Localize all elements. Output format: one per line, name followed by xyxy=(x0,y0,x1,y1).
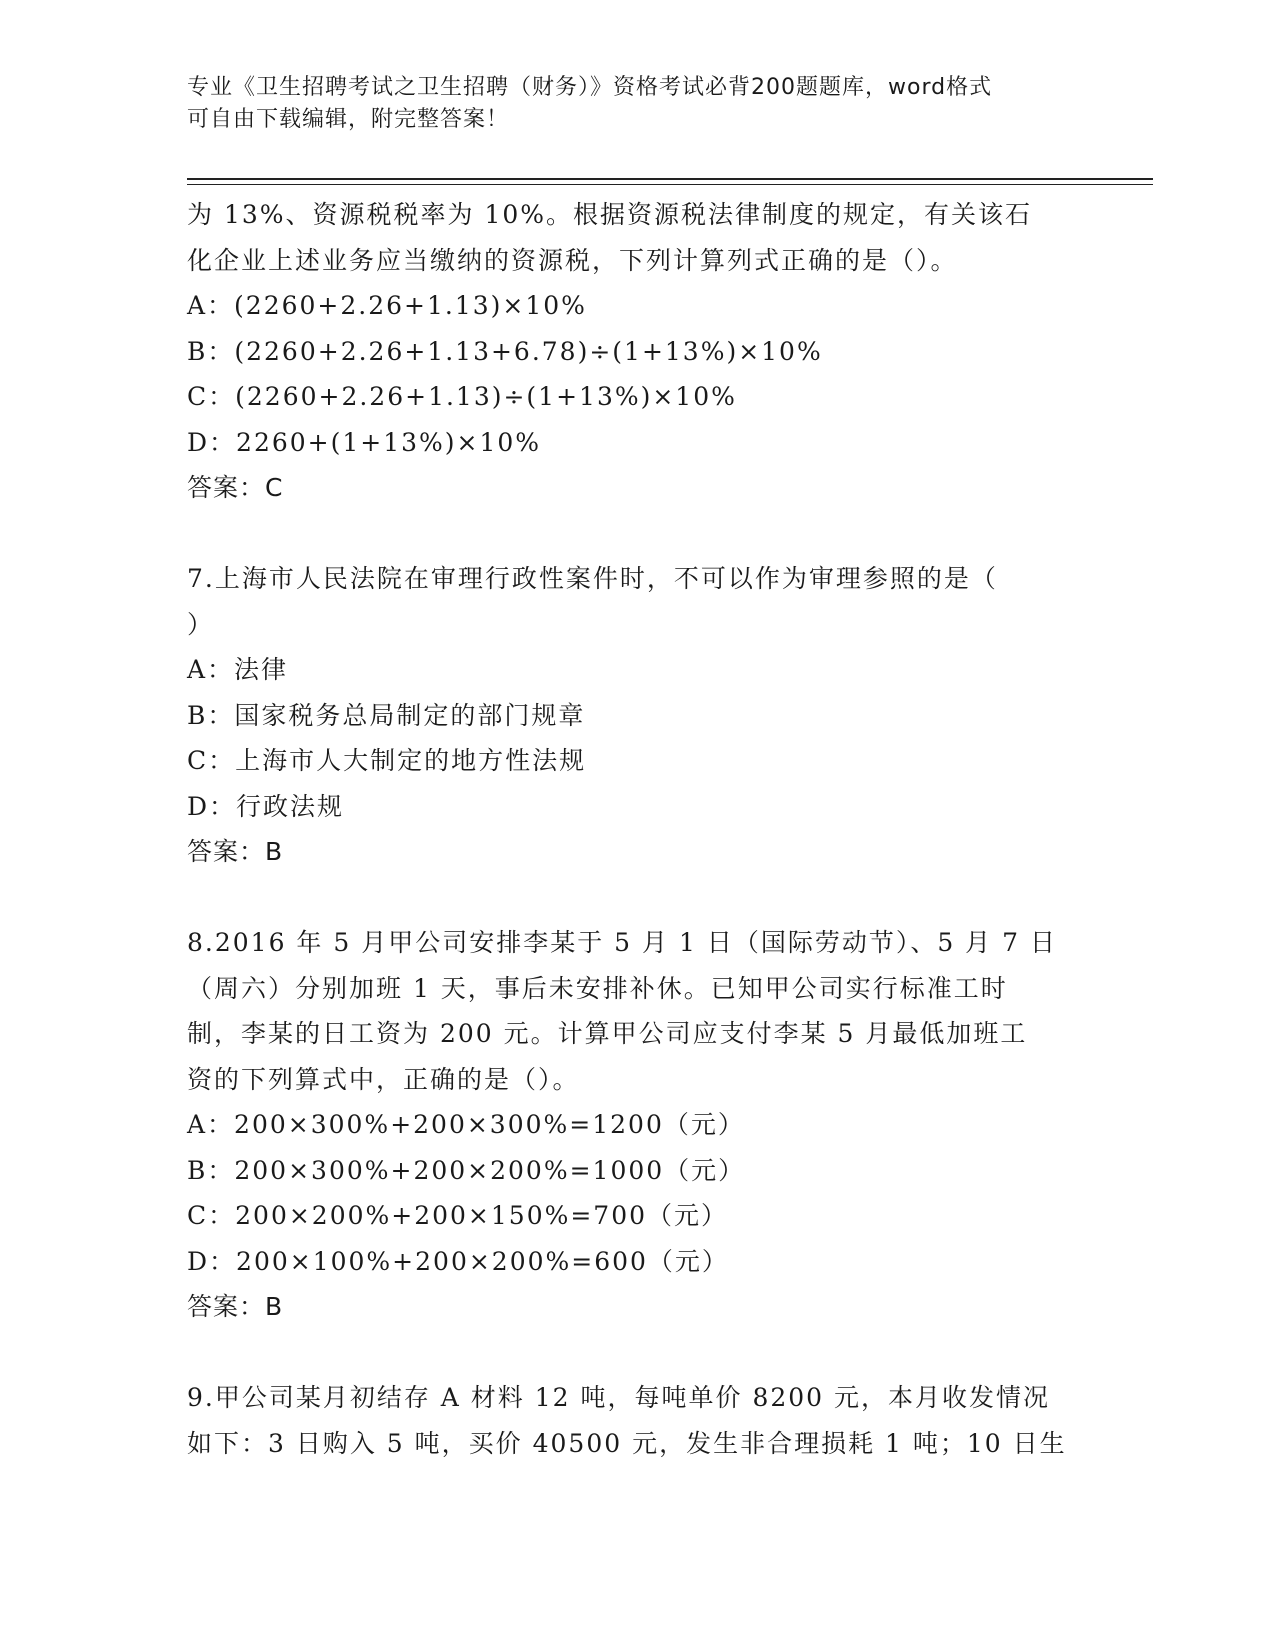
question-7 xyxy=(187,556,1067,875)
header-rule-thin xyxy=(187,184,1153,185)
question-stem: 9.甲公司某月初结存 A 材料 12 吨，每吨单价 8200 元，本月收发情况 xyxy=(187,1383,1051,1412)
header-rule-thick xyxy=(187,178,1153,180)
option-c: C：上海市人大制定的地方性法规 xyxy=(187,746,587,775)
question-stem: 资的下列算式中，正确的是（）。 xyxy=(187,1064,580,1094)
option-a: A：200×300%+200×300%=1200（元） xyxy=(187,1110,745,1139)
document-header xyxy=(187,72,1067,136)
option-d: D：200×100%+200×200%=600（元） xyxy=(187,1246,729,1276)
document-body xyxy=(187,192,1067,1466)
question-stem: 8.2016 年 5 月甲公司安排李某于 5 月 1 日（国际劳动节）、5 月 7 日 xyxy=(187,928,1057,957)
spacer xyxy=(187,1330,1067,1376)
option-a: A：法律 xyxy=(187,655,289,684)
header-title-line2: 可自由下载编辑，附完整答案！ xyxy=(187,107,510,132)
question-6 xyxy=(187,192,1067,511)
option-c: C：200×200%+200×150%=700（元） xyxy=(187,1201,729,1230)
option-b: B：(2260+2.26+1.13+6.78)÷(1+13%)×10% xyxy=(187,336,823,366)
answer-line: 答案：B xyxy=(187,1292,284,1321)
option-d: D：2260+(1+13%)×10% xyxy=(187,427,542,457)
question-9 xyxy=(187,1375,1067,1466)
option-d: D：行政法规 xyxy=(187,791,345,821)
spacer xyxy=(187,875,1067,921)
header-title-line1: 专业《卫生招聘考试之卫生招聘（财务）》资格考试必背200题题库，word格式 xyxy=(187,75,993,100)
answer-line: 答案：C xyxy=(187,473,284,502)
question-stem: 化企业上述业务应当缴纳的资源税，下列计算列式正确的是（）。 xyxy=(187,245,958,275)
question-stem: 7.上海市人民法院在审理行政性案件时，不可以作为审理参照的是（ xyxy=(187,564,998,593)
answer-line: 答案：B xyxy=(187,837,284,866)
option-b: B：200×300%+200×200%=1000（元） xyxy=(187,1155,746,1185)
question-stem: （周六）分别加班 1 天，事后未安排补休。已知甲公司实行标准工时 xyxy=(187,973,1008,1003)
question-stem: ） xyxy=(187,609,215,639)
question-stem: 为 13%、资源税税率为 10%。根据资源税法律制度的规定，有关该石 xyxy=(187,200,1033,229)
option-c: C：(2260+2.26+1.13)÷(1+13%)×10% xyxy=(187,382,737,411)
question-stem: 如下：3 日购入 5 吨，买价 40500 元，发生非合理损耗 1 吨；10 日生 xyxy=(187,1428,1067,1458)
option-b: B：国家税务总局制定的部门规章 xyxy=(187,700,586,730)
option-a: A：(2260+2.26+1.13)×10% xyxy=(187,291,587,320)
spacer xyxy=(187,511,1067,557)
question-stem: 制，李某的日工资为 200 元。计算甲公司应支付李某 5 月最低加班工 xyxy=(187,1019,1028,1048)
question-8 xyxy=(187,920,1067,1330)
